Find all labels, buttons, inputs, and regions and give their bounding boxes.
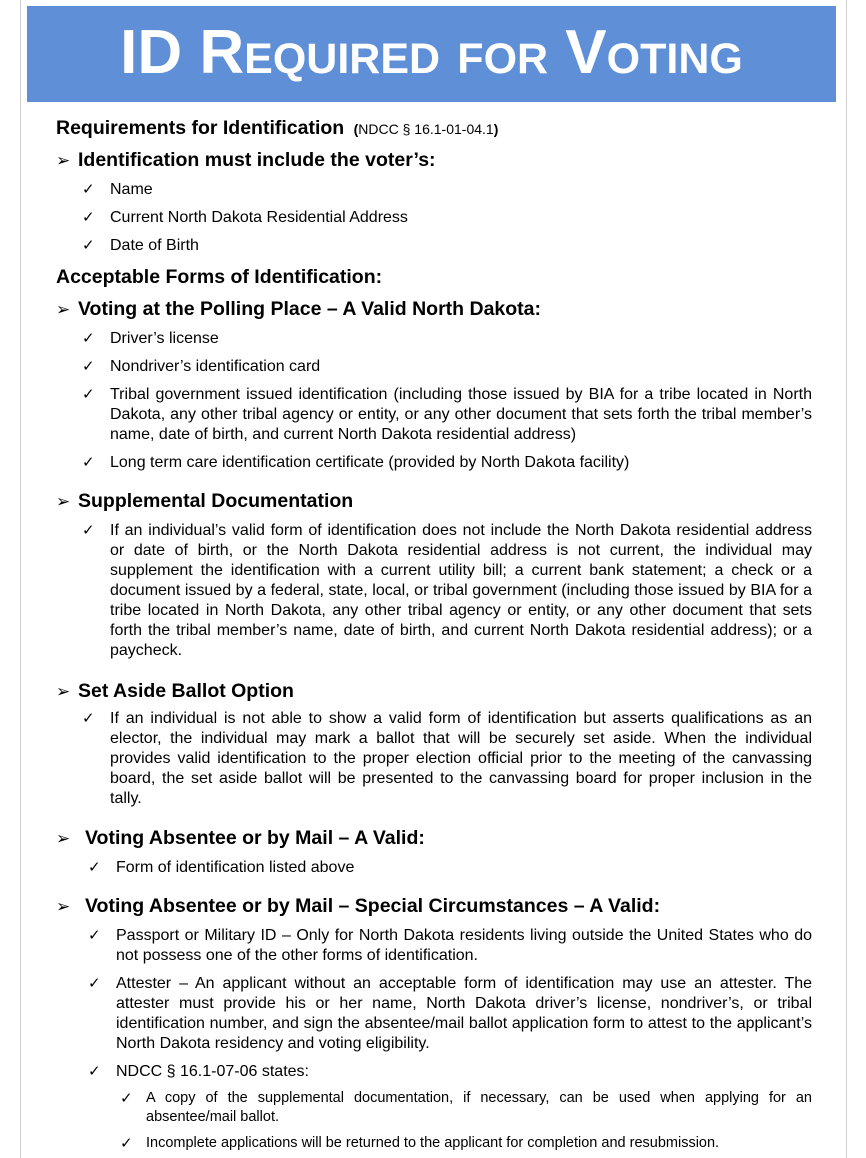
arrow-bullet-icon: ➢ (56, 151, 71, 170)
set-aside-heading: ➢ Set Aside Ballot Option (56, 680, 294, 702)
checkmark-icon: ✓ (88, 1063, 101, 1080)
absentee-heading: ➢ Voting Absentee or by Mail – A Valid: (56, 827, 425, 849)
title-banner (27, 6, 836, 102)
passport-item: ✓ Passport or Military ID – Only for North Dakota residents living outside the United States who do not possess one of the other forms of identification. (88, 927, 812, 964)
sub-list-item: ✓ A copy of the supplemental documentation, if necessary, can be used when applying for an absentee/mail ballot. (120, 1090, 812, 1125)
arrow-bullet-icon: ➢ (56, 300, 71, 319)
arrow-bullet-icon: ➢ (56, 492, 71, 511)
checkmark-icon: ✓ (82, 710, 95, 727)
attester-item: ✓ Attester – An applicant without an acceptable form of identification may use an attester. The attester must provide his or her name, North Dakota driver’s license, nondriver’s, or tribal identification number, and sign the absentee/mail ballot application form to attest to the applicant’s North Dakota residency and voting eligibility. (88, 975, 812, 1052)
special-circumstances-heading: ➢ Voting Absentee or by Mail – Special Circumstances – A Valid: (56, 895, 661, 917)
list-item: ✓ Nondriver’s identification card (82, 358, 321, 375)
arrow-bullet-icon: ➢ (56, 682, 71, 701)
checkmark-icon: ✓ (82, 181, 95, 198)
supplemental-heading: ➢ Supplemental Documentation (56, 490, 354, 512)
requirements-citation: (NDCC § 16.1-01-04.1) (353, 121, 499, 137)
arrow-bullet-icon: ➢ (56, 829, 71, 848)
checkmark-icon: ✓ (120, 1135, 133, 1152)
page-edge-right (846, 0, 847, 1158)
list-item: ✓ Current North Dakota Residential Address (82, 209, 408, 226)
acceptable-forms-heading: Acceptable Forms of Identification: (56, 266, 383, 288)
page-edge-left (20, 0, 21, 1158)
checkmark-icon: ✓ (82, 330, 95, 347)
checkmark-icon: ✓ (82, 209, 95, 226)
list-item: ✓ Driver’s license (82, 330, 219, 347)
identification-must-include-heading: ➢ Identification must include the voter’s: (56, 149, 436, 171)
checkmark-icon: ✓ (88, 927, 101, 944)
list-item: ✓ Tribal government issued identification (including those issued by BIA for a tribe located in North Dakota, any other tribal agency or entity, or any other document that sets forth the tribal member’s name, date of birth, and current North Dakota residential address) (82, 386, 812, 443)
polling-place-heading: ➢ Voting at the Polling Place – A Valid North Dakota: (56, 298, 542, 320)
ndcc-item: ✓ NDCC § 16.1-07-06 states: (88, 1063, 309, 1080)
checkmark-icon: ✓ (82, 237, 95, 254)
requirements-heading (56, 116, 498, 141)
set-aside-text: ✓ If an individual is not able to show a valid form of identification but asserts qualifications as an elector, the individual may mark a ballot that will be securely set aside. When the individual provides valid identification to the proper election official prior to the meeting of the canvassing board, the set aside ballot will be presented to the canvassing board for proper inclusion in the tally. (82, 710, 812, 807)
checkmark-icon: ✓ (88, 975, 101, 992)
checkmark-icon: ✓ (82, 386, 95, 403)
list-item: ✓ Long term care identification certificate (provided by North Dakota facility) (82, 454, 630, 471)
supplemental-text: ✓ If an individual’s valid form of identification does not include the North Dakota residential address or date of birth, or the North Dakota residential address is not current, the individual may supplement the identification with a current utility bill; a current bank statement; a check or a document issued by a federal, state, local, or tribal government (including those issued by BIA for a tribe located in North Dakota, any other tribal agency or entity, or any other document that sets forth the tribal member’s name, date of birth, and current North Dakota residential address); or a paycheck. (82, 522, 812, 659)
checkmark-icon: ✓ (82, 358, 95, 375)
checkmark-icon: ✓ (120, 1090, 133, 1107)
page-title: ID Required for Voting (120, 18, 743, 87)
checkmark-icon: ✓ (82, 522, 95, 539)
list-item: ✓ Date of Birth (82, 237, 199, 254)
sub-list-item: ✓ Incomplete applications will be returned to the applicant for completion and resubmission. (120, 1135, 720, 1152)
list-item: ✓ Form of identification listed above (88, 859, 355, 876)
requirements-heading-text: Requirements for Identification (56, 117, 345, 139)
checkmark-icon: ✓ (82, 454, 95, 471)
arrow-bullet-icon: ➢ (56, 897, 71, 916)
checkmark-icon: ✓ (88, 859, 101, 876)
list-item: ✓ Name (82, 181, 153, 198)
